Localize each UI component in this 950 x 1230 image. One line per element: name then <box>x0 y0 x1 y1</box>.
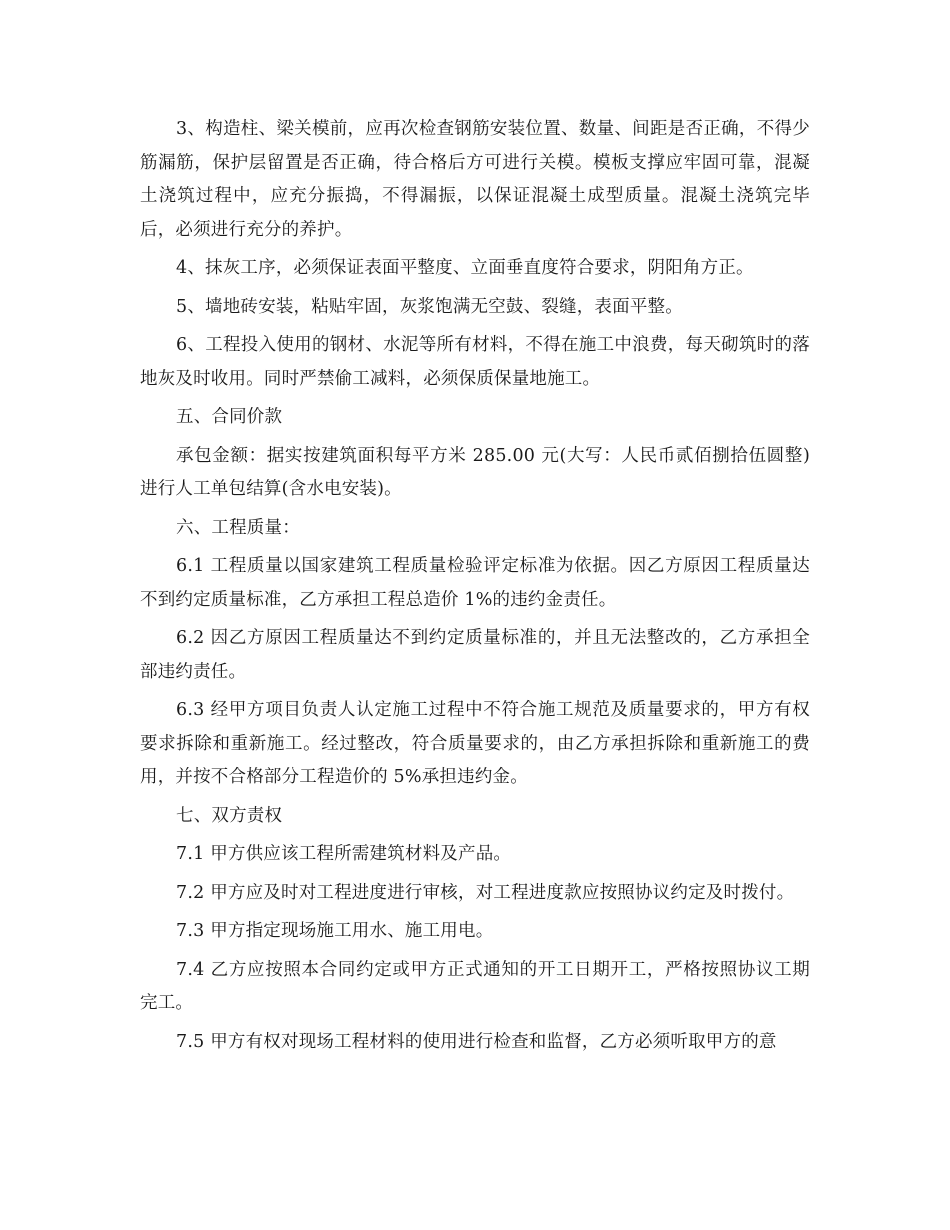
paragraph-clause-6-2: 6.2 因乙方原因工程质量达不到约定质量标准的，并且无法整改的，乙方承担全部违约责任。 <box>140 628 810 682</box>
section-heading-responsibilities: 七、双方责权 <box>176 805 283 826</box>
paragraph-clause-6-1: 6.1 工程质量以国家建筑工程质量检验评定标准为依据。因乙方原因工程质量达不到约定质量标准，乙方承担工程总造价 1%的违约金责任。 <box>140 556 810 610</box>
paragraph-clause-7-5: 7.5 甲方有权对现场工程材料的使用进行检查和监督，乙方必须听取甲方的意 <box>176 1031 777 1052</box>
paragraph-clause-5: 5、墙地砖安装，粘贴牢固，灰浆饱满无空鼓、裂缝，表面平整。 <box>176 296 683 317</box>
paragraph-clause-7-2: 7.2 甲方应及时对工程进度进行审核，对工程进度款应按照协议约定及时拨付。 <box>176 882 795 903</box>
paragraph-clause-6-3: 6.3 经甲方项目负责人认定施工过程中不符合施工规范及质量要求的，甲方有权要求拆除和重新施工。经过整改，符合质量要求的，由乙方承担拆除和重新施工的费用，并按不合格部分工程造价的 5%承担违约金。 <box>140 700 810 787</box>
paragraph-clause-6: 6、工程投入使用的钢材、水泥等所有材料，不得在施工中浪费，每天砌筑时的落地灰及时收用。同时严禁偷工减料，必须保质保量地施工。 <box>140 335 810 389</box>
section-heading-quality: 六、工程质量： <box>176 517 300 538</box>
paragraph-clause-4: 4、抹灰工序，必须保证表面平整度、立面垂直度符合要求，阴阳角方正。 <box>176 258 754 278</box>
paragraph-clause-3: 3、构造柱、梁关模前，应再次检查钢筋安装位置、数量、间距是否正确，不得少筋漏筋，保护层留置是否正确，待合格后方可进行关模。模板支撑应牢固可靠，混凝土浇筑过程中，应充分振捣，不得漏振，以保证混凝土成型质量。混凝土浇筑完毕后，必须进行充分的养护。 <box>140 119 810 240</box>
document-body <box>140 113 810 1064</box>
paragraph-clause-7-4: 7.4 乙方应按照本合同约定或甲方正式通知的开工日期开工，严格按照协议工期完工。 <box>140 959 810 1013</box>
paragraph-contract-amount: 承包金额：据实按建筑面积每平方米 285.00 元(大写：人民币贰佰捌拾伍圆整)进行人工单包结算(含水电安装)。 <box>140 445 810 499</box>
section-heading-contract-price: 五、合同价款 <box>176 407 283 427</box>
paragraph-clause-7-1: 7.1 甲方供应该工程所需建筑材料及产品。 <box>176 844 512 864</box>
paragraph-clause-7-3: 7.3 甲方指定现场施工用水、施工用电。 <box>176 921 494 941</box>
